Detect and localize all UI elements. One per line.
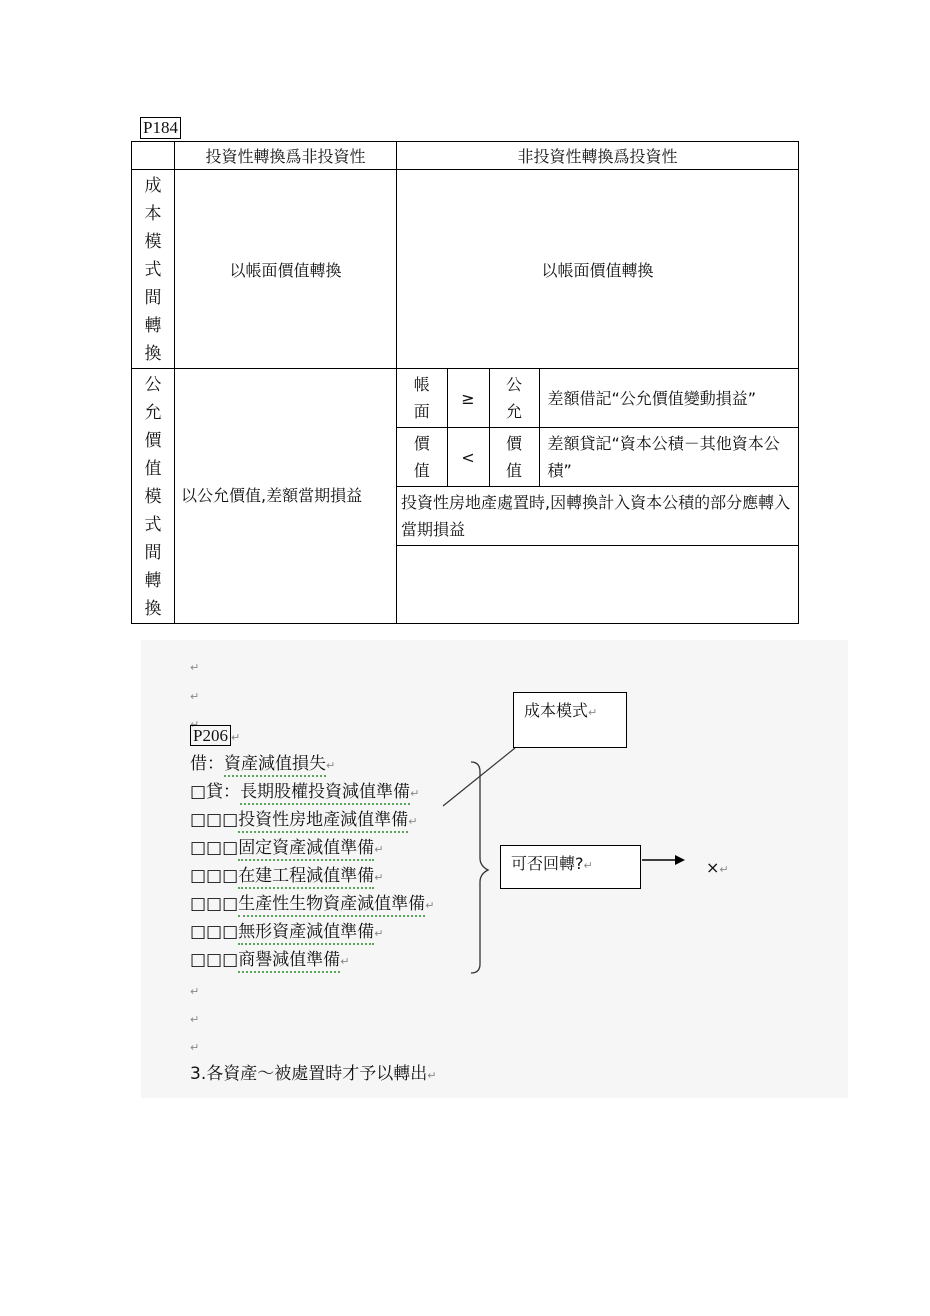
cost-model-col2: 以帳面價值轉換 <box>397 170 799 369</box>
return-mark: ↵ <box>190 690 200 703</box>
embedded-screenshot <box>141 640 848 1098</box>
footer-note: 3.各資產～被處置時才予以轉出↵ <box>190 1064 437 1084</box>
fair-value-col1: 以公允價值,差額當期損益 <box>175 369 397 624</box>
entry-line: □□□商譽減值準備↵ <box>190 950 349 972</box>
right-brace <box>471 762 488 973</box>
ge-symbol: ≥ <box>447 369 489 428</box>
entry-line: 借：資產減值損失↵ <box>190 754 335 776</box>
entry-line: □□□在建工程減值準備↵ <box>190 866 383 888</box>
row-label-fair-value-model: 公 允 價 值 模 式 間 轉 換 <box>132 369 175 624</box>
callout-line <box>443 748 515 806</box>
table-row-fair-value-model <box>132 369 799 624</box>
return-mark: ↵ <box>190 661 200 674</box>
table-row-cost-model <box>132 170 799 369</box>
return-mark: ↵ <box>190 718 200 731</box>
comparison-row-lt <box>397 428 798 487</box>
return-mark: ↵ <box>190 1041 200 1054</box>
ge-result: 差額借記“公允價值變動損益” <box>539 369 798 428</box>
header-noninvest-to-invest: 非投資性轉換爲投資性 <box>397 142 799 170</box>
conversion-table <box>131 141 799 624</box>
book-value-label-top: 帳 面 <box>397 369 447 428</box>
p206-label: P206 ↵ <box>190 726 240 748</box>
arrow-head <box>675 855 685 865</box>
header-invest-to-noninvest: 投資性轉換爲非投資性 <box>175 142 397 170</box>
fair-value-label-bottom: 價 值 <box>489 428 539 487</box>
book-value-label-bottom: 價 值 <box>397 428 447 487</box>
page-label: P184 <box>140 117 181 139</box>
entry-line: □□□投資性房地產減值準備↵ <box>190 810 417 832</box>
row-label-cost-model: 成 本 模 式 間 轉 換 <box>132 170 175 369</box>
lt-result: 差額貸記“資本公積－其他資本公積” <box>539 428 798 487</box>
cross-mark: ×↵ <box>706 858 729 877</box>
lt-symbol: < <box>447 428 489 487</box>
cost-model-box: 成本模式↵ <box>513 692 627 748</box>
comparison-row-ge <box>397 369 798 428</box>
fair-value-col2 <box>397 369 799 624</box>
entry-line: □貸：長期股權投資減值準備↵ <box>190 782 419 804</box>
disposal-note-row <box>397 487 798 546</box>
comparison-subtable <box>397 369 798 546</box>
corner-cell <box>132 142 175 170</box>
table-header-row <box>132 142 799 170</box>
return-mark: ↵ <box>190 1013 200 1026</box>
entry-line: □□□無形資產減值準備↵ <box>190 922 383 944</box>
cost-model-col1: 以帳面價值轉換 <box>175 170 397 369</box>
return-mark: ↵ <box>190 985 200 998</box>
fair-value-label-top: 公 允 <box>489 369 539 428</box>
entry-line: □□□生產性生物資產減值準備↵ <box>190 894 434 916</box>
connector-graphics <box>141 640 848 1098</box>
disposal-note: 投資性房地產處置時,因轉換計入資本公積的部分應轉入當期損益 <box>397 487 798 546</box>
entry-line: □□□固定資產減值準備↵ <box>190 838 383 860</box>
reversible-box: 可否回轉?↵ <box>500 845 641 889</box>
